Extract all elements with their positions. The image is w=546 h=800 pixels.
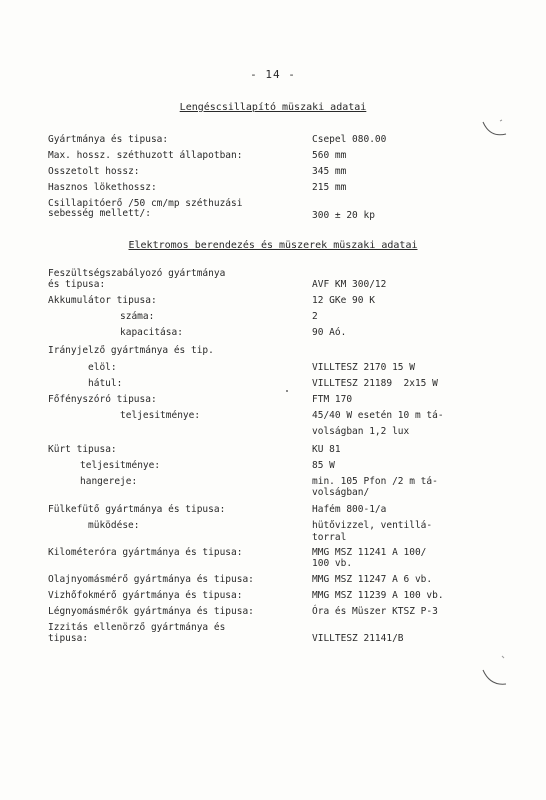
row-value-continued: volságban 1,2 lux (312, 426, 410, 437)
row-label: kapacitása: (120, 327, 183, 338)
row-value: VILLTESZ 21189 2x15 W (312, 378, 438, 389)
row-label: hátul: (88, 378, 123, 389)
row-value: 300 ± 20 kp (312, 210, 375, 221)
row-label: Csillapitóerő /50 cm/mp széthuzási (48, 198, 243, 209)
section-heading-text: Elektromos berendezés és müszerek müszaki adatai (128, 240, 418, 251)
row-label-continued: tipusa: (48, 633, 89, 644)
row-label: hangereje: (80, 476, 138, 487)
row-value: min. 105 Pfon /2 m tá- (312, 476, 438, 487)
row-value: MMG MSZ 11241 A 100/ (312, 547, 427, 558)
row-value: MMG MSZ 11239 A 100 vb. (312, 590, 444, 601)
row-value: 345 mm (312, 166, 347, 177)
section-heading-shock-absorber (0, 102, 546, 113)
row-label: Akkumulátor tipusa: (48, 295, 157, 306)
row-value: 45/40 W esetén 10 m tá- (312, 410, 444, 421)
row-value: Óra és Müszer KTSZ P-3 (312, 606, 438, 617)
row-label: Légnyomásmérők gyártmánya és tipusa: (48, 606, 254, 617)
row-value: VILLTESZ 2170 15 W (312, 362, 415, 373)
row-value: VILLTESZ 21141/B (312, 633, 404, 644)
row-label: müködése: (88, 520, 140, 531)
row-value: MMG MSZ 11247 A 6 vb. (312, 574, 433, 585)
row-label-continued: sebesség mellett/: (48, 208, 151, 219)
row-value: AVF KM 300/12 (312, 279, 387, 290)
row-label: Hasznos lökethossz: (48, 182, 157, 193)
row-value: Csepel 080.00 (312, 134, 387, 145)
row-label: Főfényszóró tipusa: (48, 394, 157, 405)
row-value-continued: volságban/ (312, 487, 370, 498)
row-value: 2 (312, 311, 318, 322)
row-label: Feszültségszabályozó gyártmánya (48, 268, 226, 279)
row-label: Fülkefütő gyártmánya és tipusa: (48, 504, 226, 515)
row-value: hütővizzel, ventillá- (312, 520, 433, 531)
row-value-continued: 100 vb. (312, 558, 353, 569)
row-label: Gyártmánya és tipusa: (48, 134, 169, 145)
page-number: - 14 - (250, 68, 296, 81)
row-value: 560 mm (312, 150, 347, 161)
hole-punch-mark (480, 654, 510, 690)
row-value: 85 W (312, 460, 335, 471)
row-label: száma: (120, 311, 155, 322)
row-value: 90 Aó. (312, 327, 347, 338)
row-label: Irányjelző gyártmánya és tip. (48, 345, 214, 356)
row-value: 12 GKe 90 K (312, 295, 375, 306)
row-label: teljesitménye: (80, 460, 161, 471)
hole-punch-mark (480, 118, 510, 144)
row-label: Kilométeróra gyártmánya és tipusa: (48, 547, 243, 558)
row-label: elöl: (88, 362, 117, 373)
row-value: Hafém 800-1/a (312, 504, 387, 515)
row-label: Max. hossz. széthuzott állapotban: (48, 150, 243, 161)
row-value: 215 mm (312, 182, 347, 193)
section-heading-text: Lengéscsillapító müszaki adatai (179, 102, 367, 113)
row-label: Vizhőfokmérő gyártmánya és tipusa: (48, 590, 243, 601)
row-label: Olajnyomásmérő gyártmánya és tipusa: (48, 574, 254, 585)
row-label: teljesitménye: (120, 410, 201, 421)
row-label: Osszetolt hossz: (48, 166, 140, 177)
section-heading-electrical (0, 240, 546, 251)
row-label-continued: és tipusa: (48, 279, 106, 290)
speck-mark (284, 388, 290, 394)
row-label: Kürt tipusa: (48, 444, 117, 455)
row-value-continued: torral (312, 532, 347, 543)
row-value: KU 81 (312, 444, 341, 455)
row-value: FTM 170 (312, 394, 353, 405)
row-label: Izzitás ellenörző gyártmánya és (48, 622, 226, 633)
